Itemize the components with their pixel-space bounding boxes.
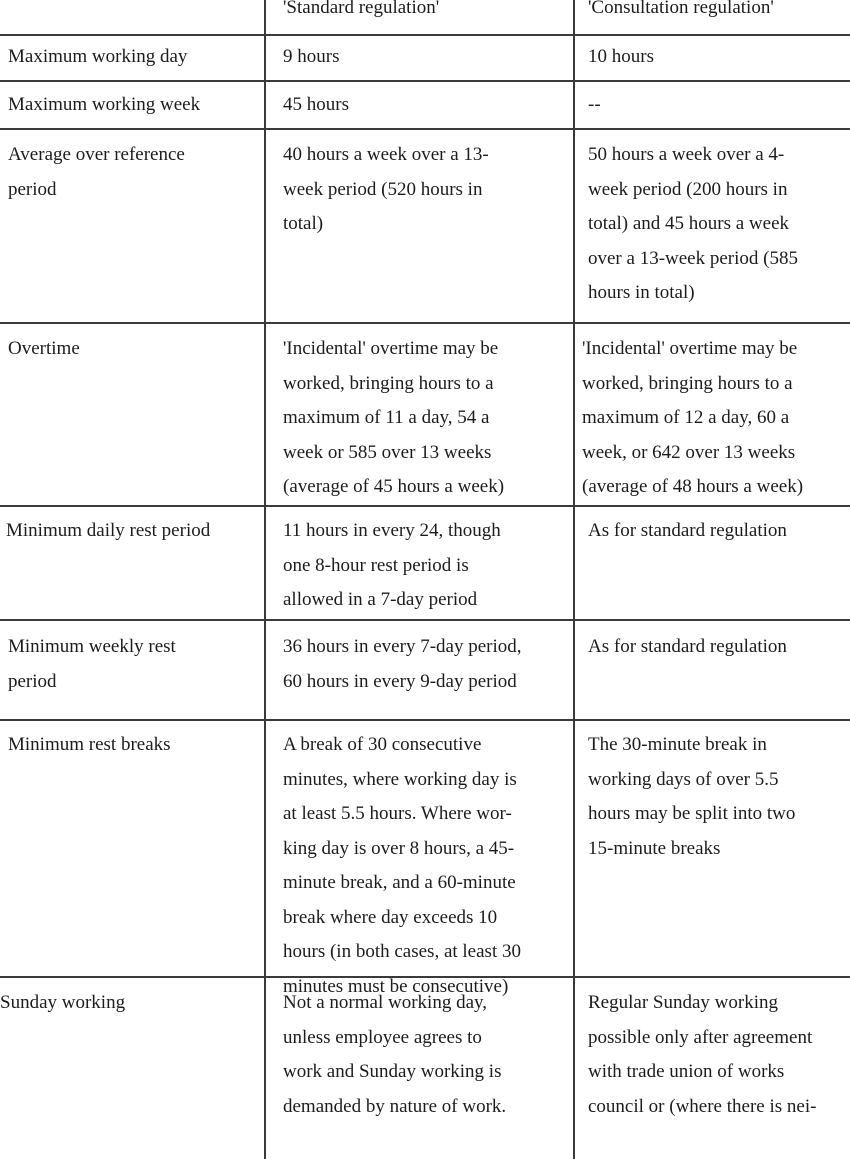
cell-text-line: 50 hours a week over a 4- <box>588 144 785 165</box>
cell-text-line: A break of 30 consecutive <box>283 734 482 755</box>
cell-text-line: break where day exceeds 10 <box>283 906 498 928</box>
column-divider-1 <box>264 0 266 1159</box>
cell-text-line: at least 5.5 hours. Where wor- <box>283 803 512 824</box>
row-label <box>8 728 171 763</box>
cell-text-line: hours (in both cases, at least 30 <box>283 941 521 962</box>
cell-text-line: over a 13-week period (585 <box>588 247 798 269</box>
cell-text-line: work and Sunday working is <box>283 1061 502 1082</box>
cell-text-line: week, or 642 over 13 weeks <box>582 441 796 463</box>
cell-text-line: 40 hours a week over a 13- <box>283 144 489 165</box>
cell-text-line: 11 hours in every 24, though <box>283 520 501 541</box>
cell-text-line: -- <box>588 94 601 115</box>
cell-text-line: maximum of 12 a day, 60 a <box>582 407 790 428</box>
row-standard-value <box>283 88 349 123</box>
cell-text-line: one 8-hour rest period is <box>283 554 469 576</box>
cell-text-line: unless employee agrees to <box>283 1026 482 1048</box>
cell-text-line: The 30-minute break in <box>588 734 767 755</box>
row-standard-value <box>283 986 506 1124</box>
cell-text-line: Maximum working week <box>8 94 201 115</box>
row-standard-value <box>283 138 489 242</box>
row-label <box>6 514 210 549</box>
row-consultation-value <box>582 332 803 505</box>
column-divider-2 <box>573 0 575 1159</box>
row-standard-value <box>283 514 501 618</box>
row-divider-5 <box>0 619 850 621</box>
row-consultation-value <box>588 514 787 549</box>
row-standard-value <box>283 728 521 1004</box>
row-consultation-value <box>588 138 798 311</box>
cell-text-line: allowed in a 7-day period <box>283 589 478 610</box>
cell-text-line: possible only after agreement <box>588 1026 813 1048</box>
cell-text-line: maximum of 11 a day, 54 a <box>283 407 490 428</box>
row-consultation-value <box>588 88 601 123</box>
cell-text-line: Not a normal working day, <box>283 992 488 1013</box>
header-consultation-regulation: 'Consultation regulation' <box>588 0 774 18</box>
cell-text-line: king day is over 8 hours, a 45- <box>283 837 515 859</box>
row-label <box>8 138 185 207</box>
cell-text-line: minutes, where working day is <box>283 768 517 790</box>
row-consultation-value <box>588 630 787 665</box>
cell-text-line: week period (520 hours in <box>283 178 483 200</box>
row-label <box>8 332 80 367</box>
cell-text-line: worked, bringing hours to a <box>283 372 494 394</box>
cell-text-line: hours may be split into two <box>588 803 796 824</box>
row-standard-value <box>283 40 339 75</box>
cell-text-line: 15-minute breaks <box>588 837 721 859</box>
cell-text-line: minutes must be consecutive) <box>283 975 509 997</box>
row-standard-value <box>283 630 522 699</box>
cell-text-line: council or (where there is nei- <box>588 1095 817 1117</box>
cell-text-line: Minimum weekly rest <box>8 636 176 657</box>
cell-text-line: total) and 45 hours a week <box>588 213 790 234</box>
row-label <box>8 630 176 699</box>
row-divider-1 <box>0 80 850 82</box>
row-consultation-value <box>588 40 654 75</box>
cell-text-line: period <box>8 178 57 200</box>
row-consultation-value <box>588 728 795 866</box>
cell-text-line: Overtime <box>8 338 80 359</box>
cell-text-line: 60 hours in every 9-day period <box>283 670 517 692</box>
cell-text-line: Regular Sunday working <box>588 992 778 1013</box>
cell-text-line: working days of over 5.5 <box>588 768 779 790</box>
cell-text-line: period <box>8 670 57 692</box>
cell-text-line: As for standard regulation <box>588 636 787 657</box>
cell-text-line: 45 hours <box>283 94 349 115</box>
cell-text-line: hours in total) <box>588 282 695 303</box>
row-divider-2 <box>0 128 850 130</box>
cell-text-line: with trade union of works <box>588 1061 785 1082</box>
row-consultation-value <box>588 986 816 1124</box>
cell-text-line: 'Incidental' overtime may be <box>283 338 499 359</box>
cell-text-line: week period (200 hours in <box>588 178 788 200</box>
row-standard-value <box>283 332 504 505</box>
cell-text-line: Sunday working <box>0 992 126 1013</box>
row-divider-6 <box>0 719 850 721</box>
cell-text-line: total) <box>283 213 324 234</box>
cell-text-line: Minimum daily rest period <box>6 520 211 541</box>
cell-text-line: minute break, and a 60-minute <box>283 872 516 893</box>
cell-text-line: 'Incidental' overtime may be <box>582 338 798 359</box>
header-standard-regulation: 'Standard regulation' <box>283 0 440 18</box>
cell-text-line: worked, bringing hours to a <box>582 372 793 394</box>
cell-text-line: demanded by nature of work. <box>283 1095 507 1117</box>
row-divider-3 <box>0 322 850 324</box>
cell-text-line: (average of 45 hours a week) <box>283 476 505 497</box>
cell-text-line: Maximum working day <box>8 46 188 67</box>
cell-text-line: (average of 48 hours a week) <box>582 476 804 497</box>
cell-text-line: As for standard regulation <box>588 520 787 541</box>
row-label <box>8 40 187 75</box>
cell-text-line: week or 585 over 13 weeks <box>283 441 492 463</box>
cell-text-line: Minimum rest breaks <box>8 734 171 755</box>
row-label <box>0 986 125 1021</box>
cell-text-line: Average over reference <box>8 144 185 165</box>
row-label <box>8 88 200 123</box>
cell-text-line: 36 hours in every 7-day period, <box>283 636 522 657</box>
row-divider-4 <box>0 505 850 507</box>
row-divider-header <box>0 34 850 36</box>
cell-text-line: 10 hours <box>588 46 654 67</box>
cell-text-line: 9 hours <box>283 46 340 67</box>
